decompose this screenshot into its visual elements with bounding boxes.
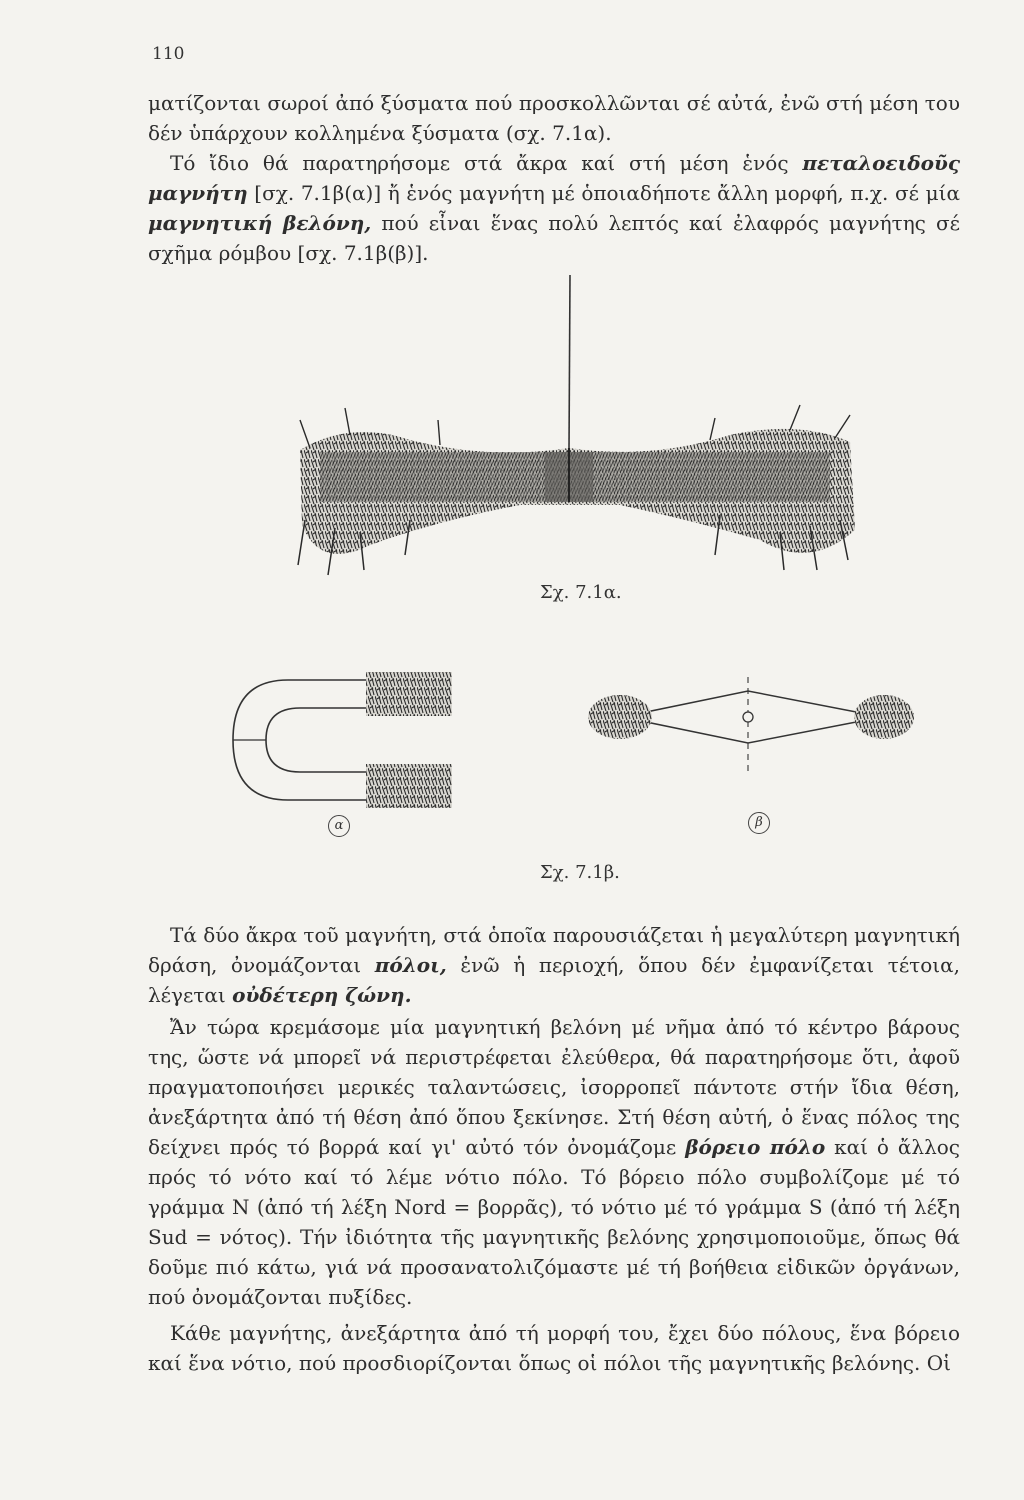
horseshoe-inner [266,708,448,772]
figure-magnetic-needle [582,675,922,775]
p3-text-c: ἐνῶ ἡ περιοχή, ὅπου δέν ἐμφανίζεται τέτοια, λέγεται [148,953,960,1007]
page-number: 110 [152,44,185,64]
magnetic-needle-term: μαγνητική βελόνη, [148,211,372,235]
figure-bar-magnet-filings [290,270,870,580]
paragraph-5 [148,1318,960,1378]
paragraph-2 [148,148,960,268]
p2-text-a: Τό ἴδιο θά παρατηρήσομε στά ἄκρα καί στή μέση ἑνός [170,151,803,175]
p4-text-a: Ἄν τώρα κρεμάσομε μία μαγνητική βελόνη μέ νῆμα ἀπό τό κέντρο βάρους της, ὥστε νά μπορεῖ νά περιστρέφεται ἐλεύθερα, θά παρατηρήσομε ὅτι, ἀφοῦ πραγματοποιήσει μερικές ταλαντώσεις, ἰσορροπεῖ πάντοτε στήν ἴδια θέση, ἀνεξάρτητα ἀπό τή θέση ἀπό ὅπου ξεκίνησε. Στή θέση αὐτή, ὁ ἕνας πόλος της δείχνει πρός τό βορρά καί γι' αὐτό τόν ὀνομάζομε [148,1015,960,1159]
suspension-thread [569,275,570,450]
p4-text-c: καί ὁ ἄλλος πρός τό νότο καί τό λέμε νότιο πόλο. Τό βόρειο πόλο συμβολίζομε μέ τό γράμμα N (ἀπό τή λέξη Nord = βορρᾶς), τό νότιο μέ τό γράμμα S (ἀπό τή λέξη Sud = νότος). Τήν ἰδιότητα τῆς μαγνητικῆς βελόνης χρησιμοποιοῦμε, ὅπως θά δοῦμε πιό κάτω, γιά νά προσανατολιζόμαστε μέ τή βοήθεια εἰδικῶν ὀργάνων, πού ὀνομάζονται πυξίδες. [148,1135,960,1309]
needle-filings-right [854,695,914,739]
figure-1b-caption: Σχ. 7.1β. [540,862,620,883]
paragraph-3 [148,920,960,1010]
paragraph-4 [148,1012,960,1312]
poles-term: πόλοι, [374,953,447,977]
pole-lower-filings [366,764,452,808]
p2-text-c: [σχ. 7.1β(α)] ἤ ἑνός μαγνήτη μέ ὁποιαδήποτε ἄλλη μορφή, π.χ. σέ μία [247,181,960,205]
p3-text-a: Τά δύο ἄκρα τοῦ μαγνήτη, στά ὁποῖα παρουσιάζεται ἡ μεγαλύτερη μαγνητική δράση, ὀνομάζονται [148,923,960,977]
p2-text-e: πού εἶναι ἕνας πολύ λεπτός καί ἐλαφρός μαγνήτης σέ σχῆμα ρόμβου [σχ. 7.1β(β)]. [148,211,960,265]
label-alpha: α [328,815,350,837]
neutral-zone-term: οὐδέτερη ζώνη. [232,983,412,1007]
label-beta: β [748,812,770,834]
p1-text: ματίζονται σωροί ἀπό ξύσματα πού προσκολλῶνται σέ αὐτά, ἐνῶ στή μέση του δέν ὑπάρχουν κολλημένα ξύσματα (σχ. 7.1α). [148,91,960,145]
north-pole-term: βόρειο πόλο [685,1135,826,1159]
needle-filings-left [588,695,652,739]
horseshoe-magnet-term: πεταλοειδοῦς μαγνήτη [148,151,960,205]
needle-pivot [743,712,753,722]
p5-text: Κάθε μαγνήτης, ἀνεξάρτητα ἀπό τή μορφή του, ἔχει δύο πόλους, ἕνα βόρειο καί ἕνα νότιο, πού προσδιορίζονται ὅπως οἱ πόλοι τῆς μαγνητικῆς βελόνης. Οἱ [148,1321,960,1375]
figure-horseshoe-magnet [228,660,468,810]
figure-1a-caption: Σχ. 7.1α. [540,582,622,603]
pole-upper-filings [366,672,452,716]
paragraph-1 [148,88,960,148]
